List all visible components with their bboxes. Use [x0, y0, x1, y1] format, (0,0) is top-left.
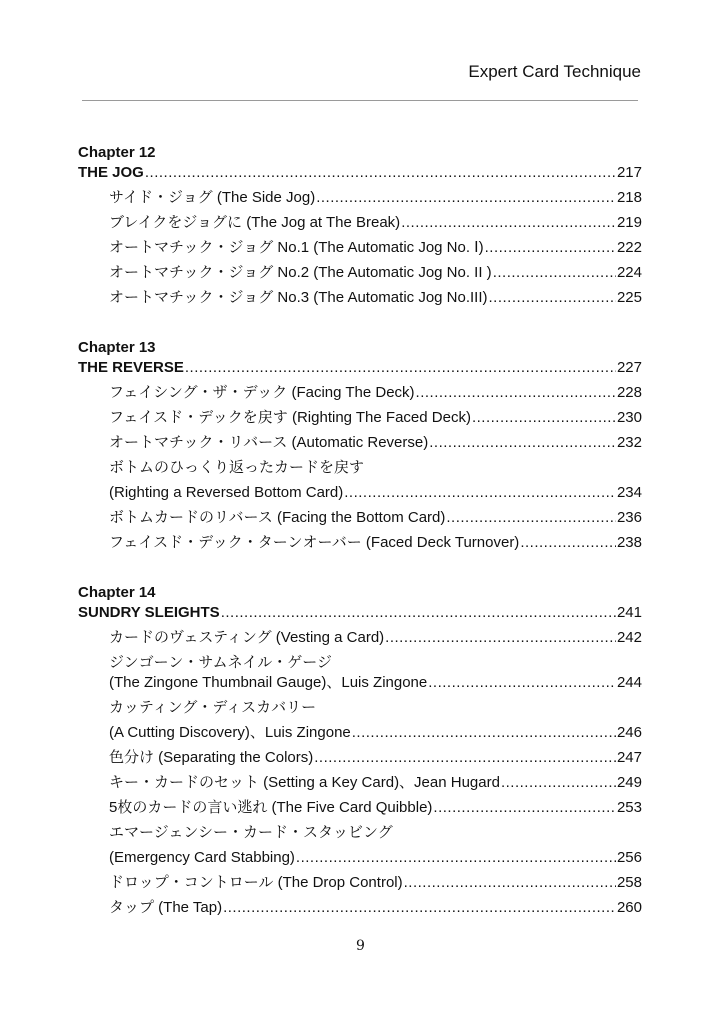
page-ref: 227	[616, 359, 642, 376]
toc-entry-text: 色分け (Separating the Colors)	[109, 749, 314, 766]
dot-leader	[493, 263, 616, 283]
dot-leader	[472, 408, 616, 428]
toc-entry-text: オートマチック・リバース (Automatic Reverse)	[109, 434, 429, 451]
toc-entry[interactable]	[78, 723, 642, 748]
toc-entry[interactable]	[78, 798, 642, 823]
toc-entry[interactable]	[78, 748, 642, 773]
dot-leader	[404, 873, 616, 893]
dot-leader	[385, 628, 616, 648]
chapter-title-entry-text: THE JOG	[78, 164, 144, 181]
chapter-label: Chapter 12	[78, 144, 156, 161]
page-ref: 225	[616, 289, 642, 306]
page-ref: 246	[616, 724, 642, 741]
toc-entry[interactable]	[78, 383, 642, 408]
toc-entry-text: フェイスド・デック・ターンオーバー (Faced Deck Turnover)	[109, 534, 520, 551]
table-of-contents	[78, 143, 642, 923]
dot-leader	[416, 383, 616, 403]
dot-leader	[223, 898, 616, 918]
dot-leader	[296, 848, 616, 868]
page-ref: 260	[616, 899, 642, 916]
chapter-title-entry[interactable]	[78, 358, 642, 383]
toc-entry[interactable]	[78, 533, 642, 558]
page-ref: 234	[616, 484, 642, 501]
page-ref: 241	[616, 604, 642, 621]
toc-entry-text: タップ (The Tap)	[109, 899, 223, 916]
page-ref: 228	[616, 384, 642, 401]
dot-leader	[485, 238, 616, 258]
toc-entry-text: ドロップ・コントロール (The Drop Control)	[109, 874, 403, 891]
page-ref: 217	[616, 164, 642, 181]
dot-leader	[352, 723, 616, 743]
toc-entry[interactable]	[78, 263, 642, 288]
toc-entry-text: (Righting a Reversed Bottom Card)	[109, 484, 344, 501]
page-ref: 253	[616, 799, 642, 816]
dot-leader	[344, 483, 616, 503]
toc-entry-text: 5枚のカードの言い逃れ (The Five Card Quibble)	[109, 799, 433, 816]
page-ref: 224	[616, 264, 642, 281]
page-ref: 242	[616, 629, 642, 646]
dot-leader	[221, 603, 616, 623]
toc-entry[interactable]	[78, 773, 642, 798]
toc-entry[interactable]	[78, 433, 642, 458]
toc-entry-text: オートマチック・ジョグ No.3 (The Automatic Jog No.III)	[109, 289, 488, 306]
dot-leader	[314, 748, 616, 768]
header-rule	[82, 100, 638, 101]
page-ref: 232	[616, 434, 642, 451]
chapter-title-entry-text: SUNDRY SLEIGHTS	[78, 604, 220, 621]
toc-entry-text: キー・カードのセット (Setting a Key Card)、Jean Hugard	[109, 774, 500, 791]
dot-leader	[489, 288, 616, 308]
toc-entry-text: (A Cutting Discovery)、Luis Zingone	[109, 724, 351, 741]
running-header: Expert Card Technique	[468, 62, 641, 81]
toc-entry-line1[interactable]: エマージェンシー・カード・スタッビング	[109, 824, 393, 841]
dot-leader	[501, 773, 616, 793]
dot-leader	[185, 358, 616, 378]
toc-entry[interactable]	[78, 188, 642, 213]
page-ref: 222	[616, 239, 642, 256]
dot-leader	[446, 508, 616, 528]
toc-entry[interactable]	[78, 673, 642, 698]
toc-entry[interactable]	[78, 408, 642, 433]
chapter-label: Chapter 13	[78, 339, 156, 356]
toc-entry-text: (Emergency Card Stabbing)	[109, 849, 295, 866]
page-ref: 238	[616, 534, 642, 551]
chapter-title-entry[interactable]	[78, 163, 642, 188]
toc-entry-text: ブレイクをジョグに (The Jog at The Break)	[109, 214, 401, 231]
toc-entry-text: フェイスド・デックを戻す (Righting The Faced Deck)	[109, 409, 471, 426]
page-number: 9	[356, 938, 365, 954]
page-ref: 244	[616, 674, 642, 691]
toc-entry-line1[interactable]: カッティング・ディスカバリー	[109, 699, 317, 716]
toc-entry-text: ボトムカードのリバース (Facing the Bottom Card)	[109, 509, 446, 526]
page-ref: 258	[616, 874, 642, 891]
page-ref: 219	[616, 214, 642, 231]
toc-entry-line1[interactable]: ボトムのひっくり返ったカードを戻す	[109, 459, 365, 476]
dot-leader	[316, 188, 616, 208]
toc-entry-text: (The Zingone Thumbnail Gauge)、Luis Zingone	[109, 674, 428, 691]
toc-entry[interactable]	[78, 873, 642, 898]
dot-leader	[428, 673, 616, 693]
chapter-title-entry[interactable]	[78, 603, 642, 628]
toc-entry[interactable]	[78, 898, 642, 923]
page-ref: 247	[616, 749, 642, 766]
toc-entry[interactable]	[78, 483, 642, 508]
dot-leader	[520, 533, 616, 553]
dot-leader	[401, 213, 616, 233]
toc-entry-line1[interactable]: ジンゴーン・サムネイル・ゲージ	[109, 654, 332, 671]
toc-entry-text: カードのヴェスティング (Vesting a Card)	[109, 629, 385, 646]
chapter-title-entry-text: THE REVERSE	[78, 359, 184, 376]
dot-leader	[145, 163, 616, 183]
dot-leader	[433, 798, 616, 818]
page-ref: 230	[616, 409, 642, 426]
toc-entry[interactable]	[78, 628, 642, 653]
toc-entry-text: サイド・ジョグ (The Side Jog)	[109, 189, 316, 206]
dot-leader	[429, 433, 616, 453]
page-ref: 256	[616, 849, 642, 866]
toc-entry-text: フェイシング・ザ・デック (Facing The Deck)	[109, 384, 415, 401]
toc-entry[interactable]	[78, 508, 642, 533]
chapter-label: Chapter 14	[78, 584, 156, 601]
toc-entry-text: オートマチック・ジョグ No.2 (The Automatic Jog No. II )	[109, 264, 492, 281]
page-ref: 236	[616, 509, 642, 526]
toc-entry[interactable]	[78, 238, 642, 263]
toc-entry[interactable]	[78, 213, 642, 238]
page-ref: 218	[616, 189, 642, 206]
toc-entry[interactable]	[78, 848, 642, 873]
page-ref: 249	[616, 774, 642, 791]
toc-entry[interactable]	[78, 288, 642, 313]
toc-entry-text: オートマチック・ジョグ No.1 (The Automatic Jog No. Ⅰ)	[109, 239, 484, 256]
